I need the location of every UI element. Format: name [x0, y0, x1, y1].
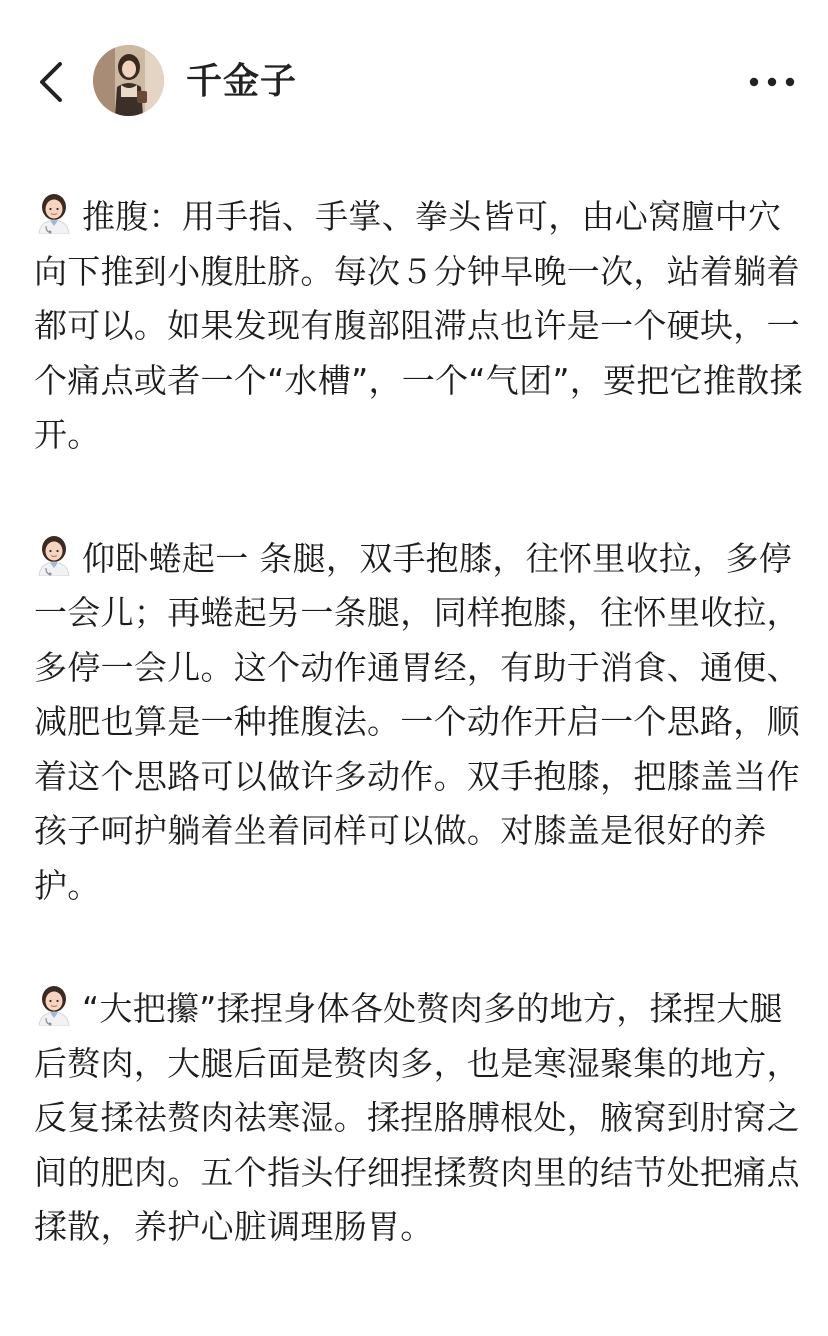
- post-body: [34, 190, 804, 1324]
- woman-health-worker-emoji: [34, 984, 74, 1026]
- avatar-photo: [93, 45, 164, 116]
- post-paragraph-text: “大把攥”揉捏身体各处赘肉多的地方，揉捏大腿后赘肉，大腿后面是赘肉多，也是寒湿聚集的地方，反复揉祛赘肉祛寒湿。揉捏胳膊根处，腋窝到肘窝之间的肥肉。五个指头仔细捏揉赘肉里的结节处把痛点揉散，养护心脏调理肠胃。: [34, 989, 800, 1246]
- post-paragraph-text: 推腹：用手指、手掌、拳头皆可，由心窝膻中穴向下推到小腹肚脐。每次５分钟早晚一次，站着躺着都可以。如果发现有腹部阻滞点也许是一个硬块，一个痛点或者一个“水槽”，一个“气团”，要把它推散揉开。: [34, 197, 803, 454]
- post-paragraph: [34, 532, 804, 914]
- post-paragraph: [34, 982, 804, 1255]
- more-button[interactable]: [744, 60, 800, 104]
- post-paragraph: [34, 190, 804, 463]
- top-navigation-bar: [0, 0, 828, 160]
- avatar[interactable]: [93, 45, 164, 116]
- woman-health-worker-emoji: [34, 192, 74, 234]
- post-paragraph-text: 仰卧蜷起一 条腿，双手抱膝，往怀里收拉，多停一会儿；再蜷起另一条腿，同样抱膝，往怀里收拉，多停一会儿。这个动作通胃经，有助于消食、通便、减肥也算是一种推腹法。一个动作开启一个思路，顺着这个思路可以做许多动作。双手抱膝，把膝盖当作孩子呵护躺着坐着同样可以做。对膝盖是很好的养护。: [34, 538, 800, 905]
- woman-health-worker-emoji: [34, 534, 74, 576]
- back-button[interactable]: [24, 52, 78, 112]
- more-horizontal-icon: [749, 77, 795, 87]
- chevron-left-icon: [36, 60, 66, 104]
- author-name[interactable]: 千金子: [186, 61, 298, 102]
